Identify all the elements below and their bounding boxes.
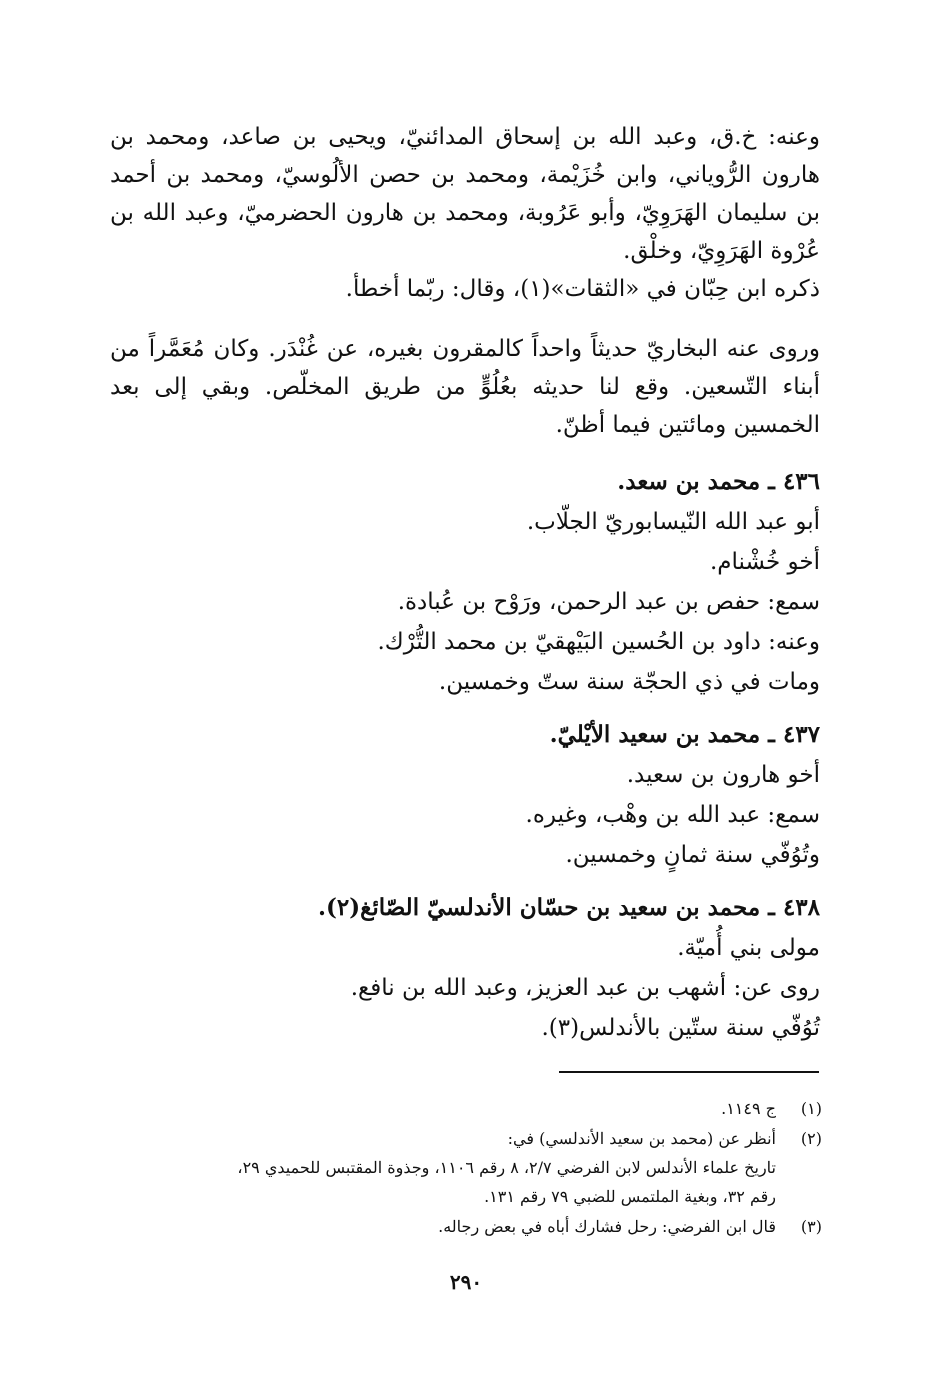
paragraph-students — [110, 118, 820, 308]
entry-line: ومات في ذي الحجّة سنة ستّ وخمسين. — [438, 669, 820, 695]
paragraph-bukhari: وروى عنه البخاريّ حديثاً واحداً كالمقرون بغيره، عن غُنْدَر. وكان مُعَمَّراً من أبناء التّسعين. وقع لنا حديثه بعُلُوٍّ من طريق المخلّص. وبقي إلى بعد الخمسين ومائتين فيما أظنّ. — [110, 336, 820, 438]
entry-heading: ٤٣٨ ـ محمد بن سعيد بن حسّان الأندلسيّ الصّائغ(٢). — [317, 894, 820, 921]
entry-heading: ٤٣٧ ـ محمد بن سعيد الأيْليّ. — [549, 721, 820, 748]
entry-line: وعنه: داود بن الحُسين البَيْهقيّ بن محمد التُّرْك. — [377, 629, 820, 655]
footnote-divider — [559, 1071, 819, 1073]
entry-line: سمع: حفص بن عبد الرحمن، ورَوْح بن عُبادة. — [397, 589, 820, 615]
entry-436 — [220, 462, 820, 702]
entry-line: روى عن: أشهب بن عبد العزيز، وعبد الله بن نافع. — [350, 975, 820, 1001]
entry-line: أبو عبد الله النّيسابوريّ الجلّاب. — [526, 509, 820, 535]
entry-437 — [220, 715, 820, 875]
footnote-text: ج ١١٤٩. — [721, 1099, 776, 1118]
entry-line: تُوُفّي سنة ستّين بالأندلس(٣). — [541, 1015, 820, 1041]
footnote-number: (١) — [800, 1099, 822, 1118]
footnote-3 — [110, 1212, 822, 1241]
page-number: ٢٩٠ — [449, 1270, 483, 1294]
entry-line: سمع: عبد الله بن وهْب، وغيره. — [525, 802, 820, 828]
footnote-number: (٣) — [800, 1217, 822, 1236]
entry-438 — [220, 888, 820, 1048]
entry-heading: ٤٣٦ ـ محمد بن سعد. — [617, 468, 820, 495]
entry-line: أخو هارون بن سعيد. — [626, 762, 820, 788]
footnote-2 — [110, 1124, 822, 1153]
footnote-1 — [110, 1094, 822, 1123]
entry-line: وتُوُفّي سنة ثمانٍ وخمسين. — [565, 842, 820, 868]
footnote-2-line-3: رقم ٣٢، وبغية الملتمس للضبي ٧٩ رقم ١٣١. — [484, 1187, 776, 1206]
footnote-text: أنظر عن (محمد بن سعيد الأندلسي) في: — [507, 1129, 776, 1148]
footnote-number: (٢) — [800, 1129, 822, 1148]
entry-line: مولى بني أُميّة. — [677, 935, 820, 961]
footnote-text: قال ابن الفرضي: رحل فشارك أباه في بعض رجاله. — [438, 1217, 776, 1236]
paragraph-students-text: وعنه: خ.ق، وعبد الله بن إسحاق المدائنيّ، ويحيى بن صاعد، ومحمد بن هارون الرُّوياني، وابن خُزَيْمة، ومحمد بن حصن الألُوسيّ، ومحمد بن أحمد بن سليمان الهَرَوِيّ، وأبو عَرُوبة، ومحمد بن هارون الحضرميّ، وعبد الله بن عُرْوة الهَرَوِيّ، وخلْق. — [110, 124, 820, 264]
footnote-2-line-2: تاريخ علماء الأندلس لابن الفرضي ٢/٧، ٨ رقم ١١٠٦، وجذوة المقتبس للحميدي ٢٩، — [237, 1158, 776, 1177]
entry-line: أخو خُشْنام. — [709, 549, 820, 575]
paragraph-ibn-hibban: ذكره ابن حِبّان في «الثقات»(١)، وقال: ربّما أخطأ. — [345, 276, 820, 302]
